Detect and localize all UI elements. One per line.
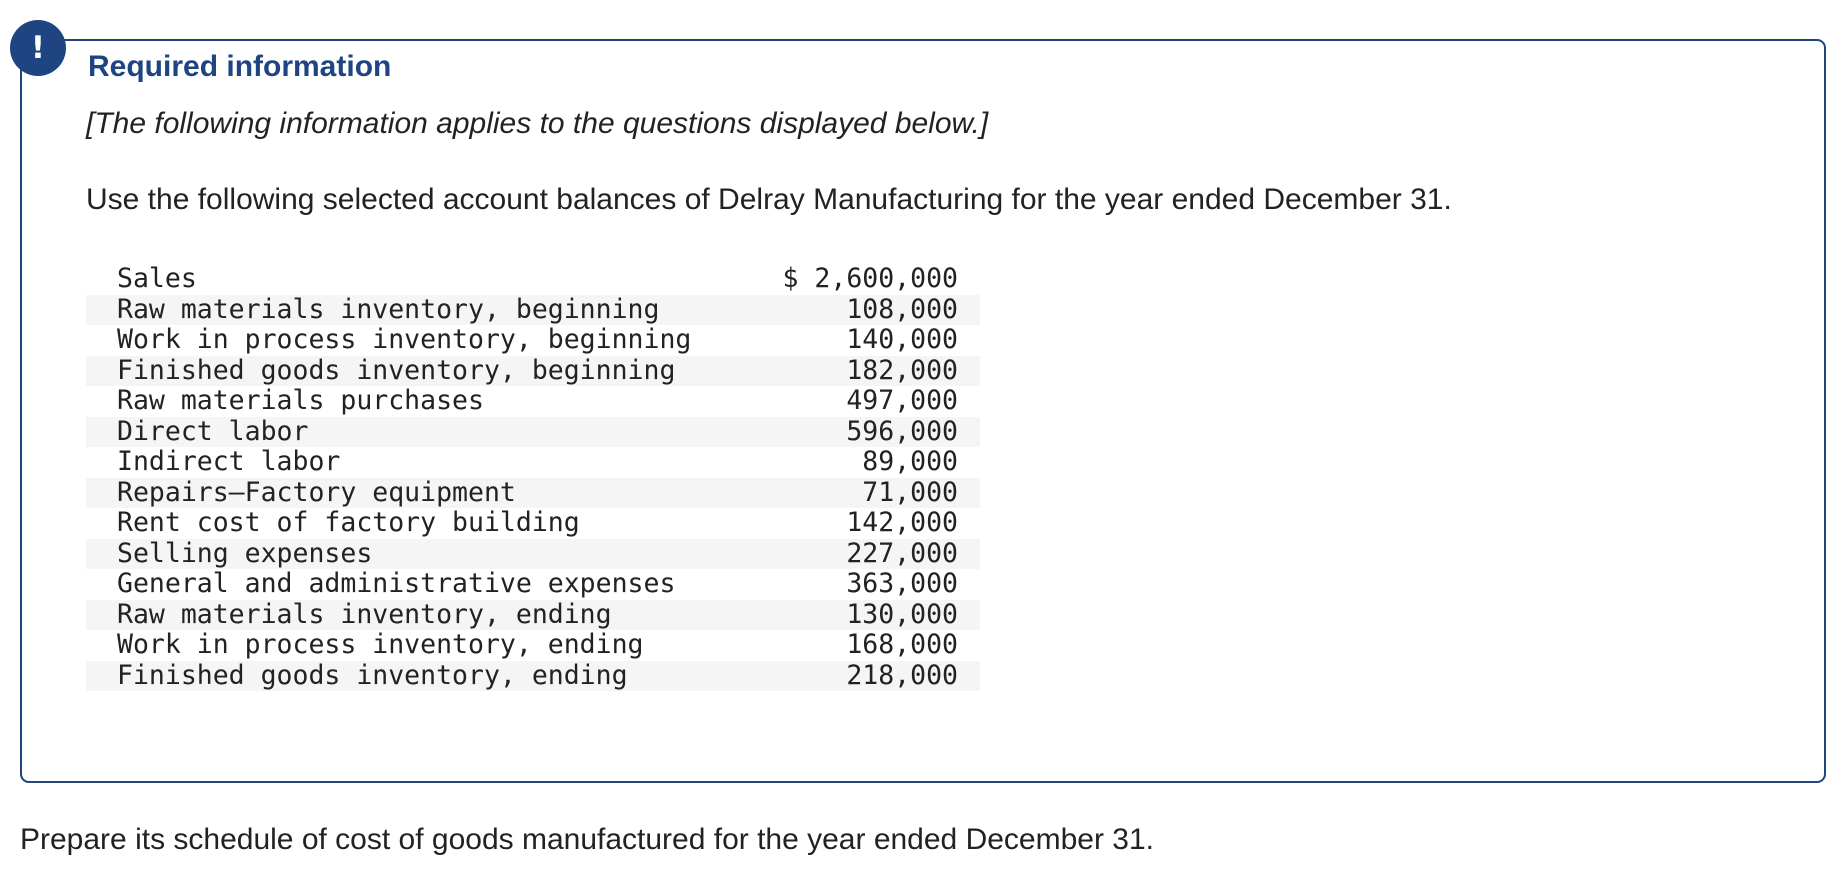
account-amount: 71,000 <box>862 476 958 508</box>
alert-symbol: ! <box>30 30 46 66</box>
account-name: General and administrative expenses <box>117 568 676 599</box>
account-name: Selling expenses <box>117 537 373 569</box>
table-row <box>86 569 980 600</box>
account-name: Repairs—Factory equipment <box>117 476 516 508</box>
account-name: Sales <box>117 263 197 294</box>
account-amount: 142,000 <box>846 507 958 538</box>
table-row <box>86 386 980 417</box>
account-balances-table <box>86 264 980 691</box>
account-amount: 596,000 <box>846 415 958 447</box>
table-row <box>86 325 980 356</box>
exclamation-icon <box>10 20 66 76</box>
account-amount: 182,000 <box>846 354 958 386</box>
table-row <box>86 508 980 539</box>
account-amount: 168,000 <box>846 629 958 660</box>
table-row <box>86 417 980 448</box>
account-name: Raw materials inventory, beginning <box>117 293 660 325</box>
account-amount: 227,000 <box>846 537 958 569</box>
table-row <box>86 630 980 661</box>
question-prompt: Prepare its schedule of cost of goods manufactured for the year ended December 31. <box>20 823 1154 856</box>
account-name: Finished goods inventory, ending <box>117 659 628 691</box>
account-name: Raw materials inventory, ending <box>117 598 612 630</box>
account-name: Work in process inventory, ending <box>117 629 644 660</box>
account-amount: $ 2,600,000 <box>782 263 958 294</box>
account-amount: 89,000 <box>862 446 958 477</box>
table-row <box>86 447 980 478</box>
table-row <box>86 600 980 631</box>
account-name: Rent cost of factory building <box>117 507 580 538</box>
table-row <box>86 478 980 509</box>
table-row <box>86 539 980 570</box>
account-amount: 363,000 <box>846 568 958 599</box>
account-name: Direct labor <box>117 415 309 447</box>
required-information-title: Required information <box>88 50 392 83</box>
applies-note: [The following information applies to the questions displayed below.] <box>86 107 989 140</box>
account-name: Raw materials purchases <box>117 385 484 416</box>
account-name: Indirect labor <box>117 446 341 477</box>
table-row <box>86 264 980 295</box>
table-row <box>86 295 980 326</box>
account-amount: 497,000 <box>846 385 958 416</box>
table-row <box>86 661 980 692</box>
account-amount: 218,000 <box>846 659 958 691</box>
account-amount: 130,000 <box>846 598 958 630</box>
intro-text: Use the following selected account balances of Delray Manufacturing for the year ended December 31. <box>86 183 1452 216</box>
account-amount: 108,000 <box>846 293 958 325</box>
table-row <box>86 356 980 387</box>
account-name: Work in process inventory, beginning <box>117 324 692 355</box>
account-amount: 140,000 <box>846 324 958 355</box>
account-name: Finished goods inventory, beginning <box>117 354 676 386</box>
